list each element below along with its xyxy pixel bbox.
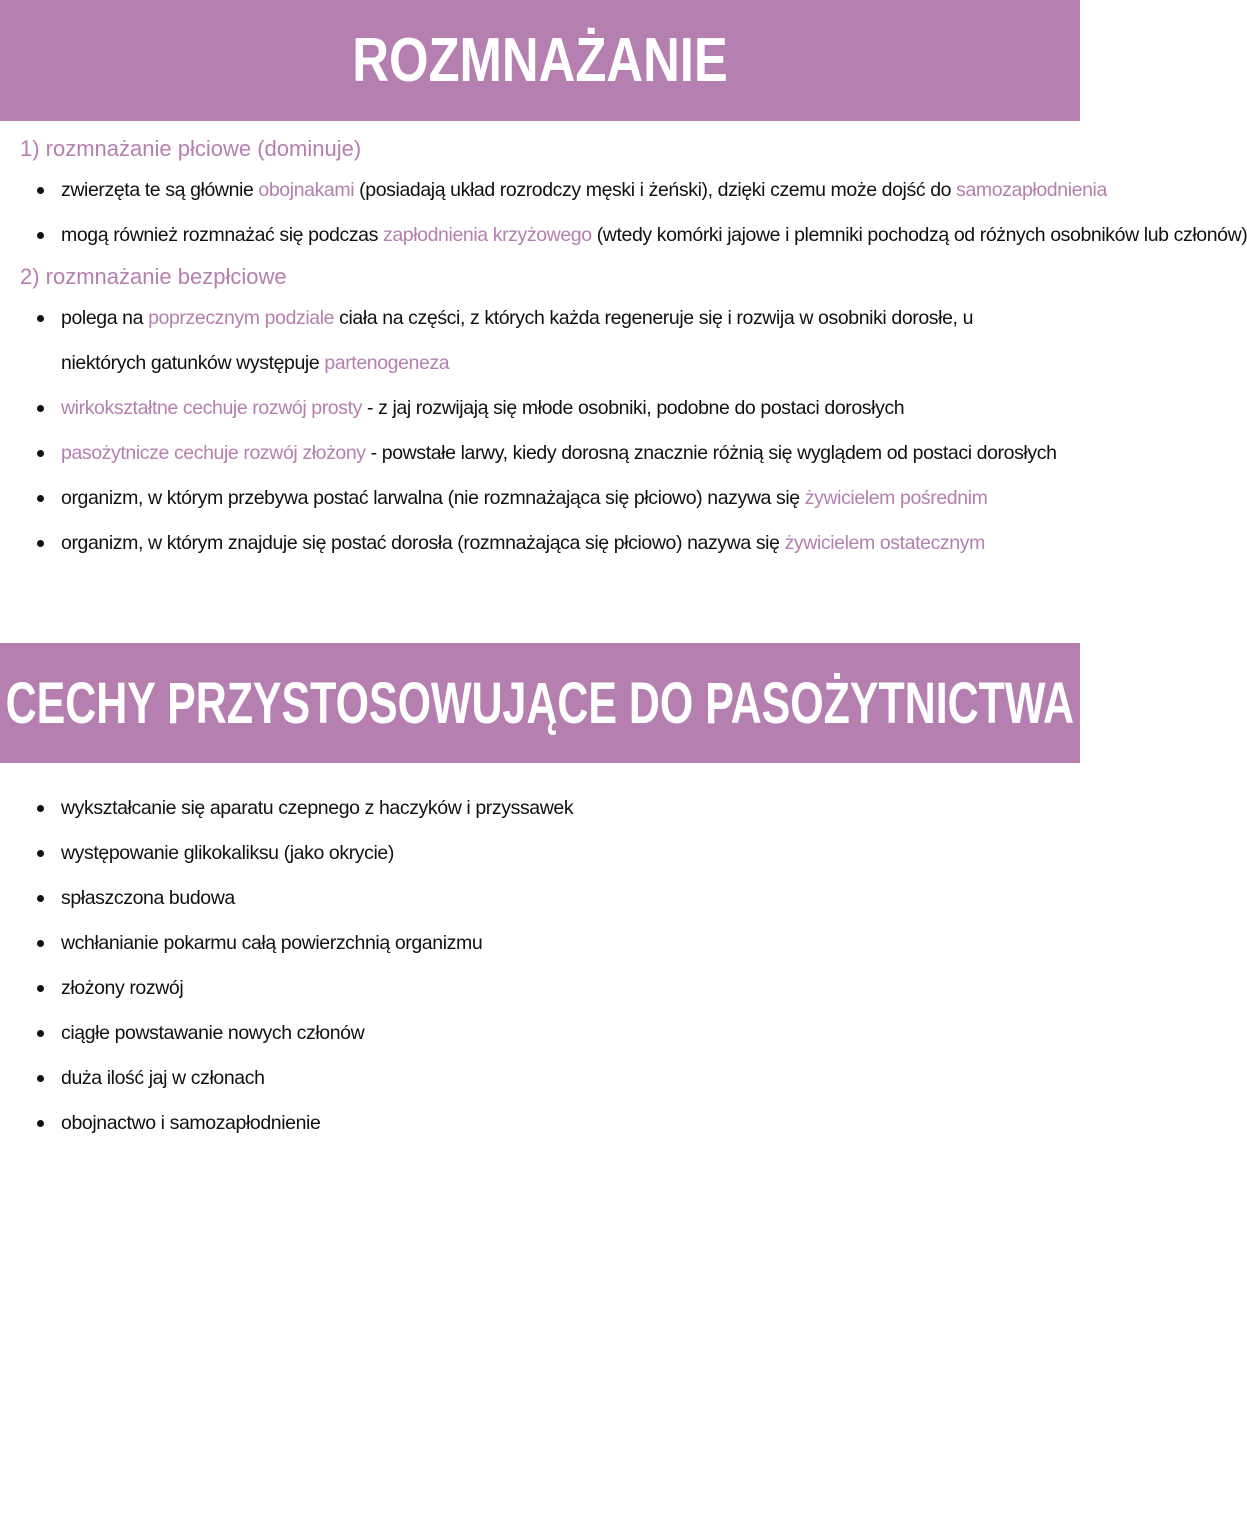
item-text: organizm, w którym przebywa postać larwalna (nie rozmnażająca się płciowo) nazywa się — [61, 487, 805, 509]
bullet-icon — [37, 1075, 44, 1082]
title-banner-parasitism — [0, 643, 1080, 763]
bullet-icon — [37, 850, 44, 857]
bullet-icon — [37, 232, 44, 239]
subheading-sexual-reproduction: 1) rozmnażanie płciowe (dominuje) — [20, 136, 362, 161]
list-asexual-reproduction — [0, 296, 1080, 566]
item-text: zwierzęta te są głównie — [61, 179, 259, 201]
bullet-icon — [37, 1030, 44, 1037]
item-text: - powstałe larwy, kiedy dorosną znacznie różnią się wyglądem od postaci dorosłych — [365, 442, 1057, 464]
list-item — [0, 476, 1080, 521]
list-sexual-reproduction — [0, 168, 1247, 258]
subheading-asexual-reproduction: 2) rozmnażanie bezpłciowe — [20, 264, 287, 289]
bullet-icon — [37, 985, 44, 992]
item-text: (posiadają układ rozrodczy męski i żeński), dzięki czemu może dojść do — [354, 179, 957, 201]
bullet-icon — [37, 315, 44, 322]
title-banner-rozmnazanie — [0, 0, 1080, 121]
highlight-term: poprzecznym podziale — [148, 307, 335, 329]
list-item — [0, 831, 1080, 876]
highlight-term: samozapłodnienia — [956, 179, 1107, 201]
list-item — [0, 213, 1247, 258]
item-text: mogą również rozmnażać się podczas — [61, 224, 383, 246]
bullet-icon — [37, 405, 44, 412]
section-title: ROZMNAŻANIE — [352, 26, 728, 95]
item-text: wchłanianie pokarmu całą powierzchnią organizmu — [61, 932, 483, 954]
list-item — [0, 966, 1080, 1011]
bullet-icon — [37, 540, 44, 547]
highlight-term: zapłodnienia krzyżowego — [383, 224, 592, 246]
bullet-icon — [37, 1120, 44, 1127]
bullet-icon — [37, 940, 44, 947]
list-item — [0, 386, 1080, 431]
highlight-term: obojnakami — [258, 179, 355, 201]
highlight-term: partenogeneza — [324, 352, 450, 374]
item-text: obojnactwo i samozapłodnienie — [61, 1112, 321, 1134]
list-item — [0, 296, 1080, 386]
bullet-icon — [37, 450, 44, 457]
bullet-icon — [37, 187, 44, 194]
list-item — [0, 521, 1080, 566]
item-text: występowanie glikokaliksu (jako okrycie) — [61, 842, 394, 864]
list-item — [0, 1056, 1080, 1101]
list-parasitism-traits — [0, 786, 1080, 1146]
list-item — [0, 786, 1080, 831]
highlight-term: wirkokształtne cechuje rozwój prosty — [61, 397, 362, 419]
item-text: wykształcanie się aparatu czepnego z haczyków i przyssawek — [61, 797, 574, 819]
item-text: duża ilość jaj w członach — [61, 1067, 265, 1089]
item-text: organizm, w którym znajduje się postać dorosła (rozmnażająca się płciowo) nazywa się — [61, 532, 785, 554]
item-text: polega na — [61, 307, 149, 329]
highlight-term: pasożytnicze cechuje rozwój złożony — [61, 442, 366, 464]
list-item — [0, 921, 1080, 966]
section-title: CECHY PRZYSTOSOWUJĄCE DO PASOŻYTNICTWA — [5, 670, 1075, 736]
highlight-term: żywicielem pośrednim — [804, 487, 988, 509]
item-text: ciała na części, z których każda regeneruje się i rozwija w osobniki dorosłe, u niektórych gatunków występuje — [61, 307, 974, 374]
bullet-icon — [37, 895, 44, 902]
bullet-icon — [37, 495, 44, 502]
list-item — [0, 876, 1080, 921]
list-item — [0, 168, 1107, 213]
item-text: złożony rozwój — [61, 977, 184, 999]
list-item — [0, 1101, 1080, 1146]
section-rozmnazanie — [0, 130, 1247, 566]
highlight-term: żywicielem ostatecznym — [784, 532, 985, 554]
item-text: - z jaj rozwijają się młode osobniki, podobne do postaci dorosłych — [361, 397, 905, 419]
bullet-icon — [37, 805, 44, 812]
list-item — [0, 431, 1080, 476]
item-text: (wtedy komórki jajowe i plemniki pochodzą od różnych osobników lub członów) — [591, 224, 1247, 246]
section-parasitism-traits — [0, 786, 1080, 1146]
list-item — [0, 1011, 1080, 1056]
item-text: ciągłe powstawanie nowych członów — [61, 1022, 365, 1044]
item-text: spłaszczona budowa — [61, 887, 235, 909]
